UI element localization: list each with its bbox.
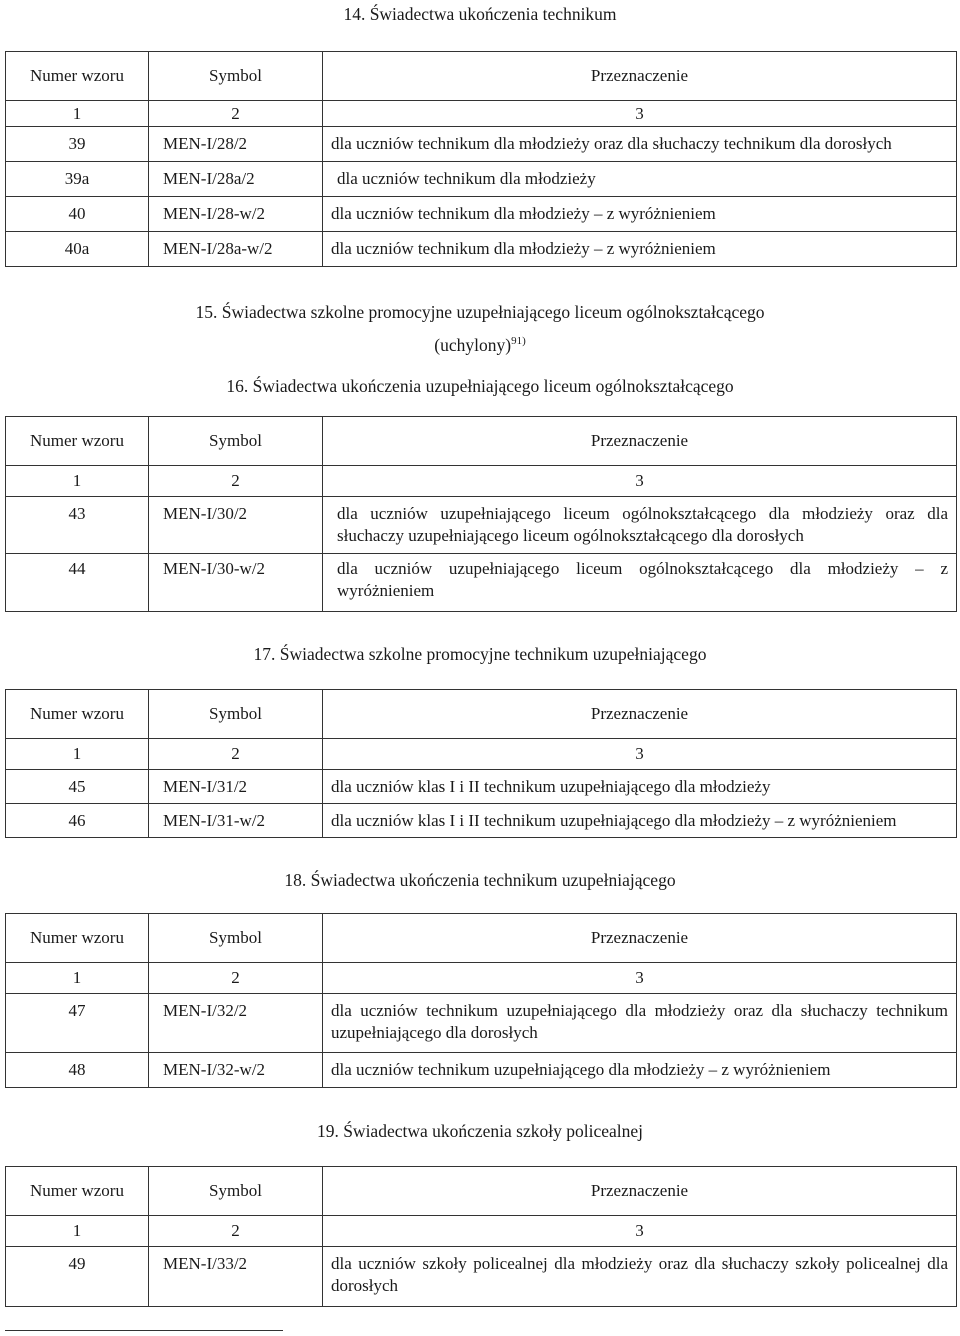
col-number-1: 1 <box>6 466 149 497</box>
header-przeznaczenie: Przeznaczenie <box>323 690 957 739</box>
row-number: 43 <box>6 497 149 554</box>
header-symbol: Symbol <box>149 914 323 963</box>
col-number-3: 3 <box>323 1216 957 1247</box>
row-symbol: MEN-I/33/2 <box>149 1247 323 1307</box>
row-purpose: dla uczniów uzupełniającego liceum ogólnokształcącego dla młodzieży – z wyróżnieniem <box>323 554 957 612</box>
header-symbol: Symbol <box>149 690 323 739</box>
col-number-1: 1 <box>6 963 149 994</box>
row-symbol: MEN-I/31/2 <box>149 770 323 804</box>
header-numer-wzoru: Numer wzoru <box>6 52 149 101</box>
table-header-row <box>6 690 957 739</box>
row-purpose: dla uczniów klas I i II technikum uzupełniającego dla młodzieży – z wyróżnieniem <box>323 804 957 838</box>
column-number-row <box>6 101 957 127</box>
section-19-table <box>5 1166 957 1307</box>
footnote-ref: 91) <box>511 335 526 347</box>
row-symbol: MEN-I/32/2 <box>149 994 323 1053</box>
column-number-row <box>6 466 957 497</box>
row-purpose: dla uczniów szkoły policealnej dla młodzieży oraz dla słuchaczy szkoły policealnej dla dorosłych <box>323 1247 957 1307</box>
table-header-row <box>6 417 957 466</box>
col-number-3: 3 <box>323 466 957 497</box>
row-symbol: MEN-I/28a-w/2 <box>149 232 323 267</box>
row-purpose: dla uczniów technikum dla młodzieży <box>323 162 957 197</box>
section-17-title: 17. Świadectwa szkolne promocyjne technikum uzupełniającego <box>253 644 707 664</box>
row-symbol: MEN-I/31-w/2 <box>149 804 323 838</box>
row-number: 44 <box>6 554 149 612</box>
section-14-title: 14. Świadectwa ukończenia technikum <box>343 4 617 24</box>
col-number-2: 2 <box>149 466 323 497</box>
header-przeznaczenie: Przeznaczenie <box>323 417 957 466</box>
row-number: 39a <box>6 162 149 197</box>
table-row <box>6 804 957 838</box>
section-15-title: 15. Świadectwa szkolne promocyjne uzupełniającego liceum ogólnokształcącego <box>195 302 765 322</box>
table-row <box>6 770 957 804</box>
column-number-row <box>6 739 957 770</box>
col-number-1: 1 <box>6 101 149 127</box>
row-purpose: dla uczniów technikum dla młodzieży – z wyróżnieniem <box>323 232 957 267</box>
column-number-row <box>6 963 957 994</box>
col-number-3: 3 <box>323 101 957 127</box>
section-16-title: 16. Świadectwa ukończenia uzupełniającego liceum ogólnokształcącego <box>226 376 734 396</box>
header-symbol: Symbol <box>149 1167 323 1216</box>
col-number-2: 2 <box>149 101 323 127</box>
row-purpose: dla uczniów technikum uzupełniającego dla młodzieży – z wyróżnieniem <box>323 1053 957 1088</box>
section-14-table <box>5 51 957 267</box>
table-row <box>6 127 957 162</box>
row-purpose: dla uczniów technikum dla młodzieży – z wyróżnieniem <box>323 197 957 232</box>
row-symbol: MEN-I/28/2 <box>149 127 323 162</box>
row-symbol: MEN-I/28a/2 <box>149 162 323 197</box>
table-header-row <box>6 914 957 963</box>
table-row <box>6 554 957 612</box>
row-number: 49 <box>6 1247 149 1307</box>
row-purpose: dla uczniów technikum uzupełniającego dla młodzieży oraz dla słuchaczy technikum uzupełniającego dla dorosłych <box>323 994 957 1053</box>
table-row <box>6 1053 957 1088</box>
col-number-2: 2 <box>149 739 323 770</box>
header-numer-wzoru: Numer wzoru <box>6 690 149 739</box>
row-symbol: MEN-I/28-w/2 <box>149 197 323 232</box>
section-17-table <box>5 689 957 838</box>
col-number-1: 1 <box>6 1216 149 1247</box>
column-number-row <box>6 1216 957 1247</box>
row-purpose: dla uczniów technikum dla młodzieży oraz dla słuchaczy technikum dla dorosłych <box>323 127 957 162</box>
table-row <box>6 1247 957 1307</box>
header-symbol: Symbol <box>149 52 323 101</box>
header-numer-wzoru: Numer wzoru <box>6 914 149 963</box>
col-number-1: 1 <box>6 739 149 770</box>
header-numer-wzoru: Numer wzoru <box>6 1167 149 1216</box>
row-number: 39 <box>6 127 149 162</box>
row-number: 40 <box>6 197 149 232</box>
row-number: 46 <box>6 804 149 838</box>
footnote-divider <box>5 1330 283 1331</box>
table-header-row <box>6 52 957 101</box>
header-numer-wzoru: Numer wzoru <box>6 417 149 466</box>
header-przeznaczenie: Przeznaczenie <box>323 52 957 101</box>
section-15-subtitle <box>0 330 960 356</box>
table-header-row <box>6 1167 957 1216</box>
repealed-label: (uchylony) <box>434 334 512 355</box>
col-number-3: 3 <box>323 963 957 994</box>
row-number: 40a <box>6 232 149 267</box>
col-number-3: 3 <box>323 739 957 770</box>
row-symbol: MEN-I/30-w/2 <box>149 554 323 612</box>
section-18-title: 18. Świadectwa ukończenia technikum uzupełniającego <box>284 870 676 890</box>
row-number: 45 <box>6 770 149 804</box>
section-18-table <box>5 913 957 1088</box>
header-przeznaczenie: Przeznaczenie <box>323 1167 957 1216</box>
row-symbol: MEN-I/30/2 <box>149 497 323 554</box>
table-row <box>6 162 957 197</box>
table-row <box>6 197 957 232</box>
row-purpose: dla uczniów klas I i II technikum uzupełniającego dla młodzieży <box>323 770 957 804</box>
row-number: 47 <box>6 994 149 1053</box>
col-number-2: 2 <box>149 963 323 994</box>
table-row <box>6 497 957 554</box>
header-symbol: Symbol <box>149 417 323 466</box>
section-19-title: 19. Świadectwa ukończenia szkoły policealnej <box>316 1121 644 1141</box>
row-symbol: MEN-I/32-w/2 <box>149 1053 323 1088</box>
section-16-table <box>5 416 957 612</box>
col-number-2: 2 <box>149 1216 323 1247</box>
header-przeznaczenie: Przeznaczenie <box>323 914 957 963</box>
table-row <box>6 994 957 1053</box>
table-row <box>6 232 957 267</box>
row-number: 48 <box>6 1053 149 1088</box>
row-purpose: dla uczniów uzupełniającego liceum ogólnokształcącego dla młodzieży oraz dla słuchaczy uzupełniającego liceum ogólnokształcącego dla dorosłych <box>323 497 957 554</box>
